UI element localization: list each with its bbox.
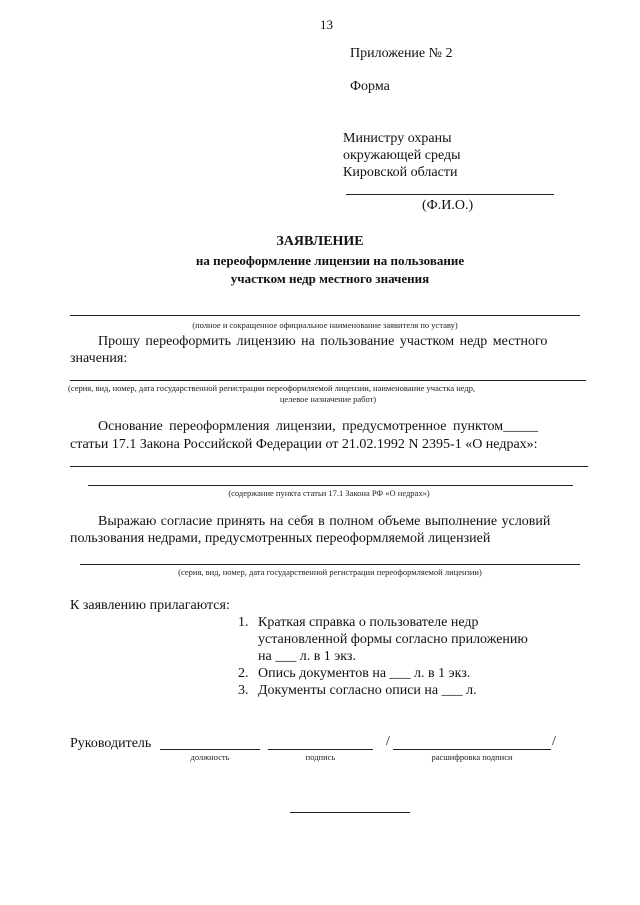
fio-caption: (Ф.И.О.) [422, 198, 474, 213]
page-number: 13 [320, 17, 333, 32]
consent-caption: (серия, вид, номер, дата государственной регистрации переоформляемой лицензии) [178, 567, 482, 577]
footer-divider [290, 812, 410, 813]
decode-slash-right: / [552, 734, 556, 749]
decode-line[interactable] [393, 749, 551, 750]
applicant-caption: (полное и сокращенное официальное наименование заявителя по уставу) [192, 320, 458, 330]
applicant-name-line[interactable] [70, 315, 580, 316]
fio-line[interactable] [346, 194, 554, 195]
attachment-1-line2: установленной формы согласно приложению [258, 632, 528, 647]
license-line[interactable] [70, 380, 586, 381]
license-caption-line1: (серия, вид, номер, дата государственной регистрации переоформляемой лицензии, наименование участка недр, [68, 383, 476, 393]
attachments-heading: К заявлению прилагаются: [70, 598, 230, 613]
document-title: ЗАЯВЛЕНИЕ [276, 234, 364, 249]
title-sub2: участком недр местного значения [230, 271, 430, 286]
attachment-1-line1: Краткая справка о пользователе недр [258, 615, 479, 630]
attachment-3-number: 3. [238, 683, 249, 698]
consent-line2: пользования недрами, предусмотренных переоформляемой лицензией [70, 531, 491, 546]
basis-line-b[interactable] [88, 485, 573, 486]
signature-line[interactable] [268, 749, 373, 750]
consent-line1: Выражаю согласие принять на себя в полном объеме выполнение условий [98, 514, 551, 529]
attachment-2: Опись документов на ___ л. в 1 экз. [258, 666, 471, 681]
signature-label: Руководитель [70, 736, 152, 751]
title-sub1: на переоформление лицензии на пользование [195, 253, 465, 268]
basis-caption: (содержание пункта статьи 17.1 Закона РФ «О недрах») [228, 488, 430, 498]
request-line1: Прошу переоформить лицензию на пользование участком недр местного [98, 334, 548, 349]
form-label: Форма [350, 79, 390, 94]
decode-slash-left: / [386, 734, 390, 749]
basis-line1: Основание переоформления лицензии, предусмотренное пунктом_____ [98, 419, 539, 434]
signature-caption: подпись [305, 752, 336, 762]
license-caption-line2: целевое назначение работ) [279, 394, 377, 404]
appendix-label: Приложение № 2 [350, 46, 453, 61]
attachment-1-number: 1. [238, 615, 249, 630]
addressee-line2: окружающей среды [343, 148, 461, 163]
position-caption: должность [190, 752, 230, 762]
basis-line2: статьи 17.1 Закона Российской Федерации от 21.02.1992 N 2395-1 «О недрах»: [70, 437, 538, 452]
attachment-3: Документы согласно описи на ___ л. [258, 683, 477, 698]
addressee-line1: Министру охраны [343, 131, 452, 146]
attachment-1-line3: на ___ л. в 1 экз. [258, 649, 356, 664]
basis-line-a[interactable] [70, 466, 588, 467]
position-line[interactable] [160, 749, 260, 750]
addressee-line3: Кировской области [343, 165, 458, 180]
request-line2: значения: [70, 351, 128, 366]
decode-caption: расшифровка подписи [431, 752, 513, 762]
attachment-2-number: 2. [238, 666, 249, 681]
consent-license-line[interactable] [80, 564, 580, 565]
